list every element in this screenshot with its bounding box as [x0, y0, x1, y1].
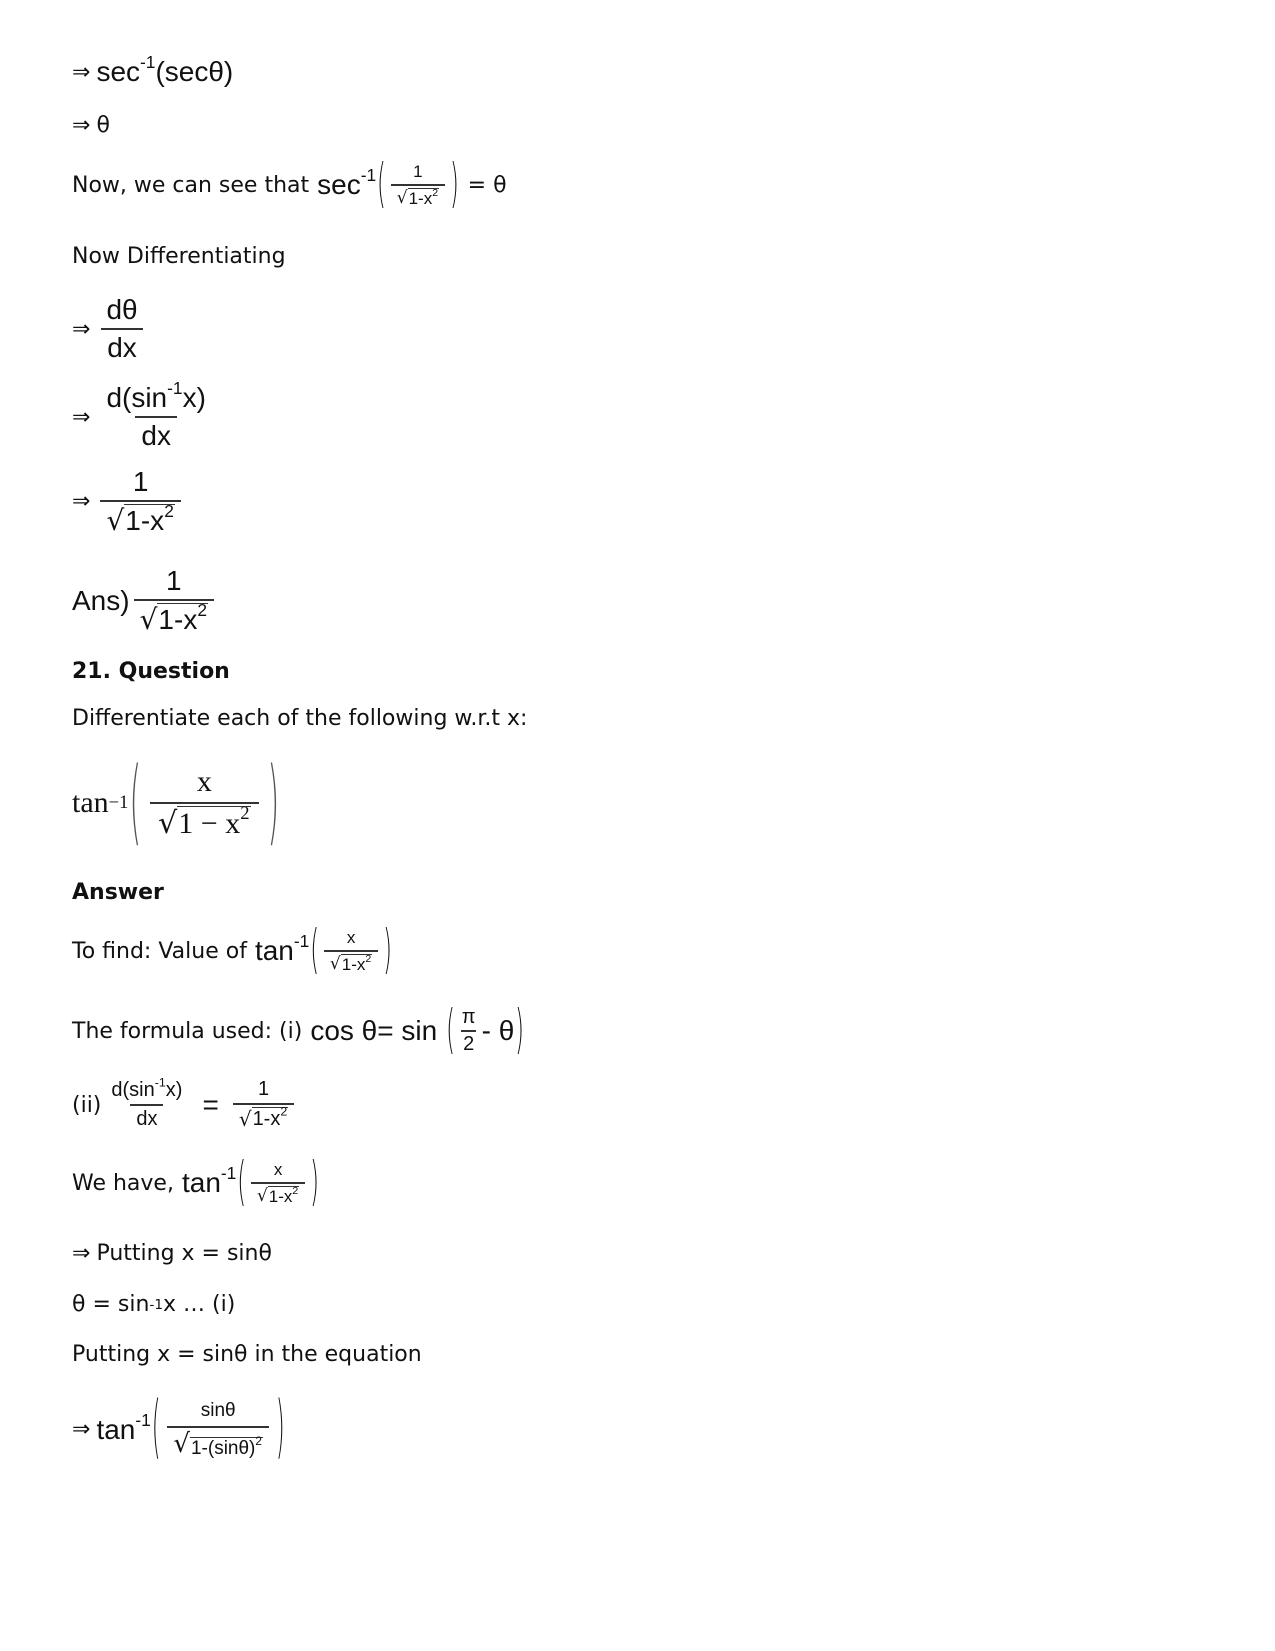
num-end: x): [182, 382, 206, 413]
numerator: 1: [413, 162, 423, 181]
answer-heading: [72, 880, 164, 905]
numerator: 1: [165, 565, 182, 596]
formula-lhs: cos θ= sin: [310, 1015, 438, 1046]
denominator: [100, 500, 180, 537]
exponent: 2: [292, 1184, 299, 1197]
denominator: [324, 950, 378, 975]
radicand-base: 1-x: [341, 954, 366, 974]
suffix-text: = θ: [467, 172, 507, 198]
denominator: dx: [135, 416, 177, 452]
superscript: -1: [135, 1409, 151, 1430]
denominator: dx: [101, 328, 143, 364]
numerator: 1: [132, 466, 149, 497]
numerator: π: [461, 1006, 476, 1028]
math-tan-inverse: [254, 931, 310, 967]
left-paren: (: [151, 1391, 161, 1469]
radicand: [157, 600, 208, 636]
math-sec-inverse: [96, 51, 234, 88]
line-formula-one: [72, 1001, 525, 1061]
line-sec-inverse-sec: [72, 51, 234, 88]
fraction: [167, 1400, 269, 1460]
denominator: [150, 802, 258, 842]
numerator: sinθ: [200, 1400, 236, 1421]
denominator: [391, 184, 445, 209]
superscript: -1: [293, 931, 310, 952]
fraction: [100, 294, 143, 364]
implies-arrow: ⇒: [72, 1417, 91, 1443]
radicand-base: 1-x: [252, 1108, 281, 1130]
radical-sign: √: [238, 1107, 252, 1131]
prefix-text: The formula used: (i): [72, 1018, 303, 1044]
num-fn: d(sin: [111, 1079, 155, 1101]
line-formula-two: [72, 1075, 298, 1132]
radicand-base: 1-x: [125, 505, 165, 537]
fn-sec: sec: [317, 169, 361, 201]
line-dtheta-dx: [72, 294, 148, 364]
radicand-base: 1-(sinθ): [190, 1437, 256, 1459]
exponent: 2: [240, 802, 250, 824]
left-paren: (: [237, 1153, 246, 1214]
theta-pre: θ = sin: [72, 1292, 150, 1317]
fn-tan: tan: [181, 1167, 221, 1199]
theta-post: x … (i): [163, 1292, 236, 1317]
argument: (secθ): [155, 56, 234, 87]
radical-sign: √: [396, 187, 408, 208]
implies-arrow: ⇒: [72, 59, 91, 85]
radicand: [341, 954, 372, 975]
denominator: [134, 599, 214, 636]
right-paren: ): [310, 1153, 319, 1214]
superscript: -1: [360, 165, 377, 186]
line-to-find: [72, 921, 393, 982]
sqrt: [397, 188, 439, 209]
exponent: 2: [432, 186, 439, 199]
superscript: -1: [220, 1163, 237, 1184]
exponent: 2: [255, 1435, 262, 1449]
radicand: [124, 501, 175, 537]
math-tan-inverse: [181, 1163, 237, 1199]
question-expression: tan −1 ( x √ $1 - x^2$ ): [72, 748, 280, 858]
radicand: [177, 802, 250, 842]
sqrt: [330, 954, 372, 975]
prefix-text: (ii): [72, 1092, 102, 1118]
line-now-differentiating: [72, 244, 286, 269]
sqrt: [173, 1430, 263, 1460]
denominator: [167, 1426, 269, 1460]
implies-arrow: ⇒: [72, 113, 91, 138]
exponent: 2: [365, 952, 372, 965]
exponent: 2: [197, 600, 207, 621]
radical-sign: √: [173, 1428, 190, 1459]
num-end: x): [165, 1079, 183, 1101]
fraction: [100, 466, 180, 537]
sqrt: [257, 1186, 299, 1207]
line-putting-x: [72, 1241, 272, 1266]
radical-sign: √: [139, 603, 158, 637]
ans-label: Ans): [72, 584, 130, 616]
text: Putting x = sinθ in the equation: [72, 1342, 422, 1367]
math-sec-inverse: [317, 165, 377, 201]
prefix-text: Now, we can see that: [72, 172, 310, 198]
numerator: [100, 377, 211, 416]
denominator: [233, 1103, 294, 1132]
question-prompt-text: Differentiate each of the following w.r.t x:: [72, 706, 528, 731]
text: Now Differentiating: [72, 244, 286, 269]
question-heading: [72, 659, 230, 684]
numerator: x: [196, 765, 212, 798]
theta-text: θ: [96, 113, 110, 138]
numerator: [105, 1075, 188, 1104]
left-paren: (: [377, 155, 386, 216]
sqrt: [158, 802, 250, 842]
implies-arrow: ⇒: [72, 1241, 91, 1266]
right-paren: ): [275, 1391, 285, 1469]
line-d-arcsin-dx: [72, 377, 216, 452]
numerator: x: [273, 1160, 283, 1179]
fraction: [251, 1160, 305, 1206]
exponent: 2: [164, 501, 174, 522]
denominator: [251, 1182, 305, 1207]
line-one-over-sqrt: [72, 466, 185, 537]
radicand-base: 1-x: [268, 1186, 293, 1206]
line-final-expression: [72, 1391, 286, 1469]
radicand: [268, 1186, 299, 1207]
radicand-base: 1-x: [408, 188, 433, 208]
answer-heading-text: Answer: [72, 880, 164, 905]
right-paren: ): [515, 1001, 524, 1061]
left-paren: (: [446, 1001, 455, 1061]
line-theta: [72, 113, 110, 138]
numerator: dθ: [106, 294, 138, 325]
fraction: [150, 765, 258, 841]
fn-tan: tan: [254, 935, 294, 967]
denominator: 2: [461, 1030, 476, 1056]
question-heading-text: 21. Question: [72, 659, 230, 684]
equals-sign: =: [202, 1089, 219, 1120]
line-theta-equals: θ = sin -1 x … (i): [72, 1292, 236, 1317]
radicand-base: 1 − x: [178, 806, 241, 840]
exponent: 2: [280, 1104, 288, 1119]
right-paren: ): [267, 748, 280, 858]
math-tan-inverse: [96, 1409, 151, 1446]
superscript: -1: [140, 51, 156, 72]
fn-tan: tan: [96, 1413, 136, 1445]
superscript: -1: [154, 1075, 166, 1090]
fraction-right: [233, 1078, 294, 1132]
numerator: 1: [257, 1078, 270, 1100]
implies-arrow: ⇒: [72, 316, 91, 342]
fraction: [100, 377, 211, 452]
left-paren: (: [310, 921, 319, 982]
prefix-text: To find: Value of: [72, 938, 247, 964]
line-now-we-can-see: [72, 155, 507, 216]
radicand-base: 1-x: [158, 604, 198, 636]
numerator: x: [346, 928, 356, 947]
radicand: [408, 188, 439, 209]
radical-sign: √: [106, 504, 125, 538]
implies-arrow: ⇒: [72, 404, 91, 430]
fn-tan: tan: [72, 786, 109, 819]
text: Putting x = sinθ: [96, 1241, 272, 1266]
right-paren: ): [450, 155, 459, 216]
line-we-have: [72, 1153, 320, 1214]
radicand: [190, 1437, 263, 1460]
implies-arrow: ⇒: [72, 489, 91, 515]
question-prompt: [72, 706, 527, 731]
fraction-left: [105, 1075, 188, 1131]
right-paren: ): [383, 921, 392, 982]
line-putting-in-equation: [72, 1342, 422, 1367]
fraction: [324, 928, 378, 974]
line-answer-result: [72, 565, 218, 636]
fraction: [391, 162, 445, 208]
sqrt: [139, 600, 208, 637]
sqrt: [106, 501, 174, 538]
formula-rest: - θ: [481, 1015, 515, 1046]
fraction: [134, 565, 214, 636]
left-paren: (: [129, 748, 142, 858]
superscript: -1: [167, 377, 183, 398]
radical-sign: √: [256, 1185, 268, 1206]
radical-sign: √: [158, 805, 178, 841]
sqrt: [238, 1104, 288, 1131]
radical-sign: √: [329, 953, 341, 974]
fraction: [460, 1006, 478, 1056]
num-fn: d(sin: [106, 382, 168, 413]
prefix-text: We have,: [72, 1170, 174, 1196]
fn-sec: sec: [96, 56, 141, 87]
denominator: dx: [130, 1104, 163, 1131]
radicand: [252, 1104, 289, 1131]
